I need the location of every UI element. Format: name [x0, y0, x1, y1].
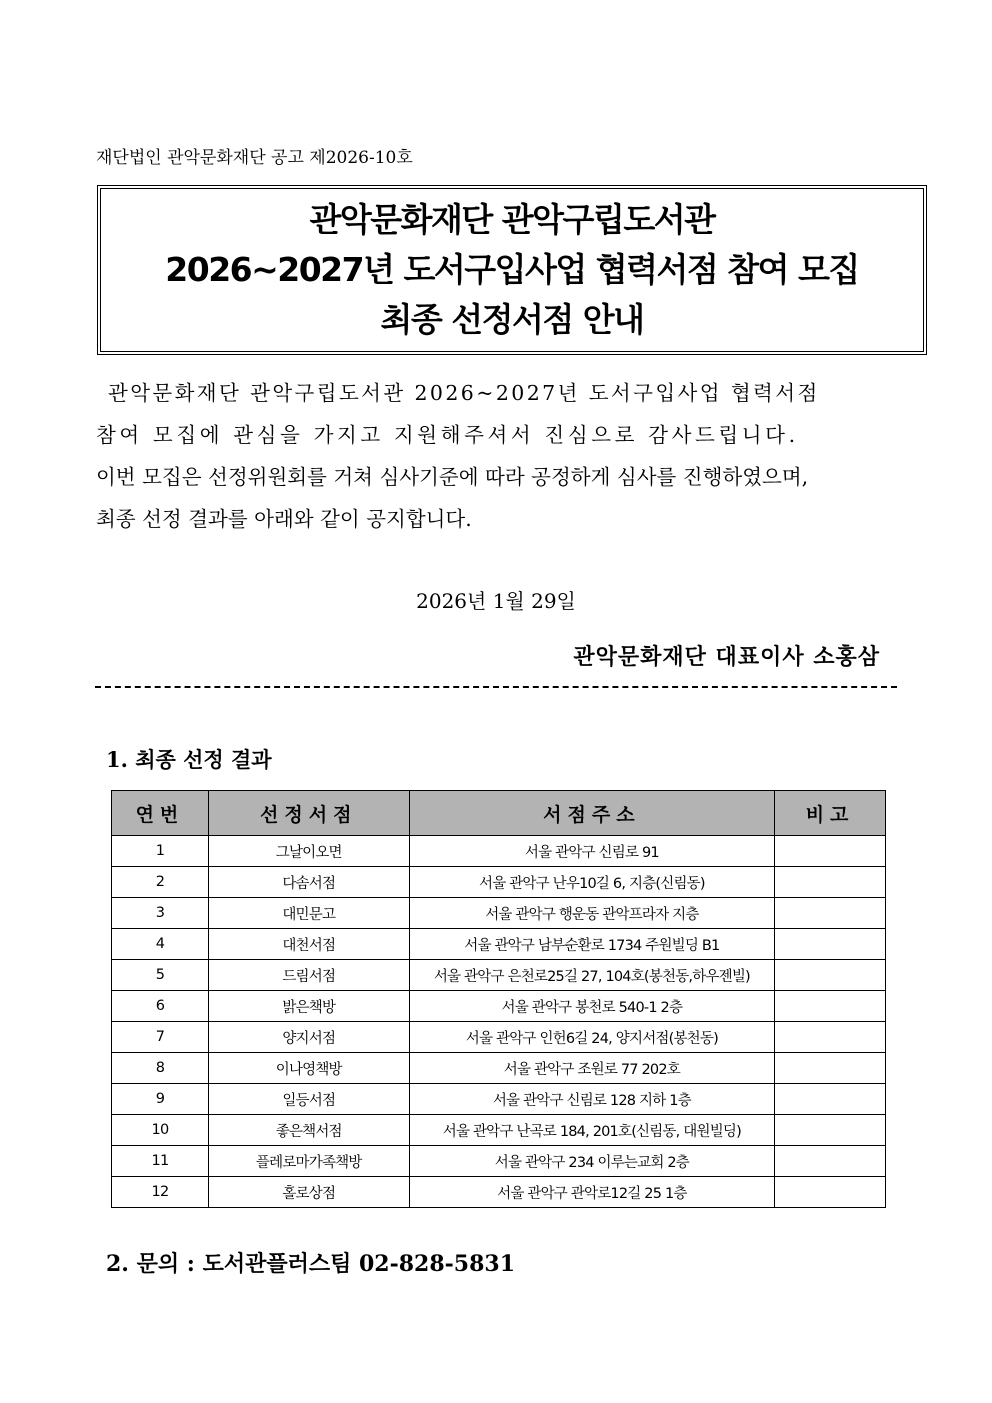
cell-store: 드림서점	[208, 960, 409, 991]
title-line: 관악문화재단 관악구립도서관	[309, 200, 715, 239]
date: 2026년 1월 29일	[416, 589, 576, 613]
cell-note	[775, 1022, 886, 1053]
cell-note	[775, 1084, 886, 1115]
cell-number: 5	[112, 960, 209, 991]
title-box	[97, 185, 927, 355]
table-row	[112, 898, 886, 929]
body-text	[96, 372, 886, 540]
cell-number: 2	[112, 867, 209, 898]
cell-note	[775, 1146, 886, 1177]
cell-address: 서울 관악구 남부순환로 1734 주원빌딩 B1	[409, 929, 774, 960]
table-row	[112, 1115, 886, 1146]
cell-address: 서울 관악구 신림로 91	[409, 836, 774, 867]
cell-number: 11	[112, 1146, 209, 1177]
cell-note	[775, 1115, 886, 1146]
table-row	[112, 867, 886, 898]
cell-address: 서울 관악구 신림로 128 지하 1층	[409, 1084, 774, 1115]
header-address: 서점주소	[409, 791, 774, 836]
section-heading-results: 1. 최종 선정 결과	[106, 747, 272, 772]
table-row	[112, 1022, 886, 1053]
cell-address: 서울 관악구 행운동 관악프라자 지층	[409, 898, 774, 929]
cell-address: 서울 관악구 난곡로 184, 201호(신림동, 대원빌딩)	[409, 1115, 774, 1146]
body-line: 관악문화재단 관악구립도서관 2026~2027년 도서구입사업 협력서점	[108, 381, 820, 405]
cell-address: 서울 관악구 은천로25길 27, 104호(봉천동,하우젠빌)	[409, 960, 774, 991]
cell-store: 이나영책방	[208, 1053, 409, 1084]
cell-address: 서울 관악구 난우10길 6, 지층(신림동)	[409, 867, 774, 898]
cell-store: 양지서점	[208, 1022, 409, 1053]
table-row	[112, 929, 886, 960]
section-heading-contact: 2. 문의 : 도서관플러스팀 02-828-5831	[106, 1251, 516, 1277]
signature: 관악문화재단 대표이사 소홍삼	[573, 644, 880, 670]
table-row	[112, 1084, 886, 1115]
cell-note	[775, 1053, 886, 1084]
table-row	[112, 836, 886, 867]
table-row	[112, 960, 886, 991]
cell-store: 홀로상점	[208, 1177, 409, 1208]
cell-number: 1	[112, 836, 209, 867]
cell-number: 9	[112, 1084, 209, 1115]
cell-note	[775, 991, 886, 1022]
cell-note	[775, 960, 886, 991]
results-table	[111, 790, 886, 1208]
cell-number: 12	[112, 1177, 209, 1208]
table-row	[112, 1146, 886, 1177]
cell-store: 일등서점	[208, 1084, 409, 1115]
header-note: 비고	[775, 791, 886, 836]
cell-store: 그날이오면	[208, 836, 409, 867]
table-row	[112, 991, 886, 1022]
cell-store: 플레로마가족책방	[208, 1146, 409, 1177]
cell-address: 서울 관악구 234 이루는교회 2층	[409, 1146, 774, 1177]
cell-number: 10	[112, 1115, 209, 1146]
cell-number: 3	[112, 898, 209, 929]
body-line: 최종 선정 결과를 아래와 같이 공지합니다.	[96, 507, 472, 531]
cell-number: 6	[112, 991, 209, 1022]
cell-store: 다솜서점	[208, 867, 409, 898]
cell-store: 대천서점	[208, 929, 409, 960]
cell-note	[775, 1177, 886, 1208]
title-line: 2026~2027년 도서구입사업 협력서점 참여 모집	[165, 250, 859, 289]
notice-number: 재단법인 관악문화재단 공고 제2026-10호	[96, 148, 413, 168]
cell-note	[775, 898, 886, 929]
cell-store: 좋은책서점	[208, 1115, 409, 1146]
cell-store: 밝은책방	[208, 991, 409, 1022]
cell-number: 4	[112, 929, 209, 960]
body-line: 참여 모집에 관심을 가지고 지원해주셔서 진심으로 감사드립니다.	[96, 423, 799, 447]
cell-address: 서울 관악구 관악로12길 25 1층	[409, 1177, 774, 1208]
cell-address: 서울 관악구 인헌6길 24, 양지서점(봉천동)	[409, 1022, 774, 1053]
cell-address: 서울 관악구 봉천로 540-1 2층	[409, 991, 774, 1022]
header-number: 연번	[112, 791, 209, 836]
table-row	[112, 1177, 886, 1208]
divider	[95, 686, 897, 688]
cell-note	[775, 867, 886, 898]
cell-number: 8	[112, 1053, 209, 1084]
cell-store: 대민문고	[208, 898, 409, 929]
title-line: 최종 선정서점 안내	[380, 300, 644, 339]
body-line: 이번 모집은 선정위원회를 거쳐 심사기준에 따라 공정하게 심사를 진행하였으며,	[96, 465, 809, 489]
header-store: 선정서점	[208, 791, 409, 836]
cell-note	[775, 836, 886, 867]
cell-number: 7	[112, 1022, 209, 1053]
cell-note	[775, 929, 886, 960]
table-row	[112, 1053, 886, 1084]
cell-address: 서울 관악구 조원로 77 202호	[409, 1053, 774, 1084]
